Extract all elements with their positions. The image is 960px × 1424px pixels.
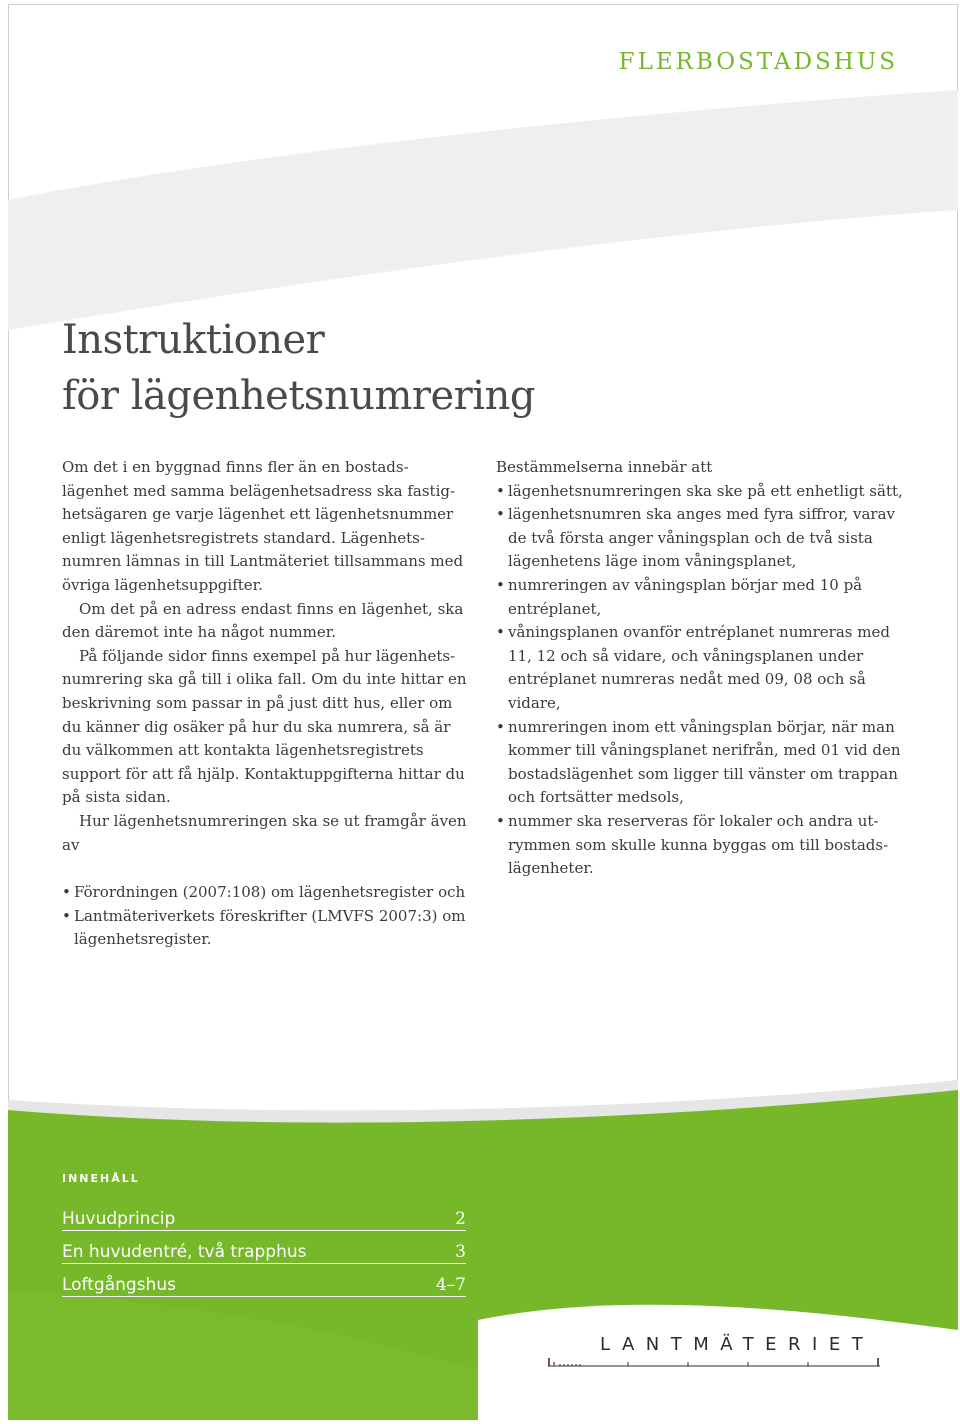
toc-row[interactable] [62,1198,466,1231]
right-text-column [496,456,906,881]
paragraph-regulations: Hur lägenhetsnumreringen ska se ut framgår även av [62,811,467,854]
list-item: • lägenhetsnumren ska anges med fyra siffror, varav de två första anger våningsplan och de två sista lägenhetens läge inom våningsplanet, [496,503,906,574]
table-of-contents [62,1168,466,1297]
lantmateriet-logo [548,1332,880,1372]
page-title [62,312,535,424]
document-category-label: flerbostadshus [618,38,898,77]
title-line-1: Instruktioner [62,317,325,363]
list-item: • numreringen av våningsplan börjar med 10 på entréplanet, [496,574,906,621]
list-item: • numreringen inom ett våningsplan börjar, när man kommer till våningsplanet nerifrån, med 01 vid den bostadslägenhet som ligger till vänster om trappan och fortsätter medsols, [496,716,906,810]
toc-row[interactable] [62,1231,466,1264]
rules-list [496,480,906,881]
toc-item-label: Huvudprincip [62,1209,176,1229]
list-item: • våningsplanen ovanför entréplanet numreras med 11, 12 och så vidare, och våningsplanen under entréplanet numreras nedåt med 09, 08 och så vidare, [496,621,906,715]
toc-heading: innehåll [62,1168,140,1186]
list-item: • Lantmäteriverkets föreskrifter (LMVFS 2007:3) om lägenhetsregister. [62,905,470,952]
toc-item-label: En huvudentré, två trapphus [62,1242,307,1262]
toc-item-label: Loftgångshus [62,1275,176,1295]
toc-item-page: 3 [455,1242,466,1262]
list-item: • Förordningen (2007:108) om lägenhetsregister och [62,881,470,905]
paragraph-examples: På följande sidor finns exempel på hur lägenhetsnumrering ska gå till i olika fall. Om du inte hittar en beskrivning som passar in på just ditt hus, eller om du känner dig osäker på hur du ska numrera, så är du välkommen att kontakta lägenhetsregistrets support för att få hjälp. Kontaktuppgifterna hittar du på sista sidan. [62,646,467,807]
toc-row[interactable] [62,1264,466,1297]
toc-item-page: 2 [455,1209,466,1229]
toc-item-page: 4–7 [435,1275,466,1295]
gray-wave-band [8,90,958,330]
paragraph-single-apartment: Om det på en adress endast finns en lägenhet, ska den däremot inte ha något nummer. [62,599,464,642]
list-item: • nummer ska reserveras för lokaler och andra utrymmen som skulle kunna byggas om till bostadslägenheter. [496,810,906,881]
list-item: • lägenhetsnumreringen ska ske på ett enhetligt sätt, [496,480,906,504]
title-line-2: för lägenhetsnumrering [62,373,535,419]
regulations-list [62,881,470,952]
rules-intro: Bestämmelserna innebär att [496,458,713,476]
paragraph-intro: Om det i en byggnad finns fler än en bostadslägenhet med samma belägenhetsadress ska fastighetsägaren ge varje lägenhet ett lägenhetsnummer enligt lägenhetsregistrets standard. Lägenhetsnumren lämnas in till Lantmäteriet tillsammans med övriga lägenhetsuppgifter. [62,458,464,594]
logo-scale-bar [548,1354,880,1370]
logo-text: LANTMÄTERIET [600,1334,875,1355]
left-text-column [62,456,470,952]
